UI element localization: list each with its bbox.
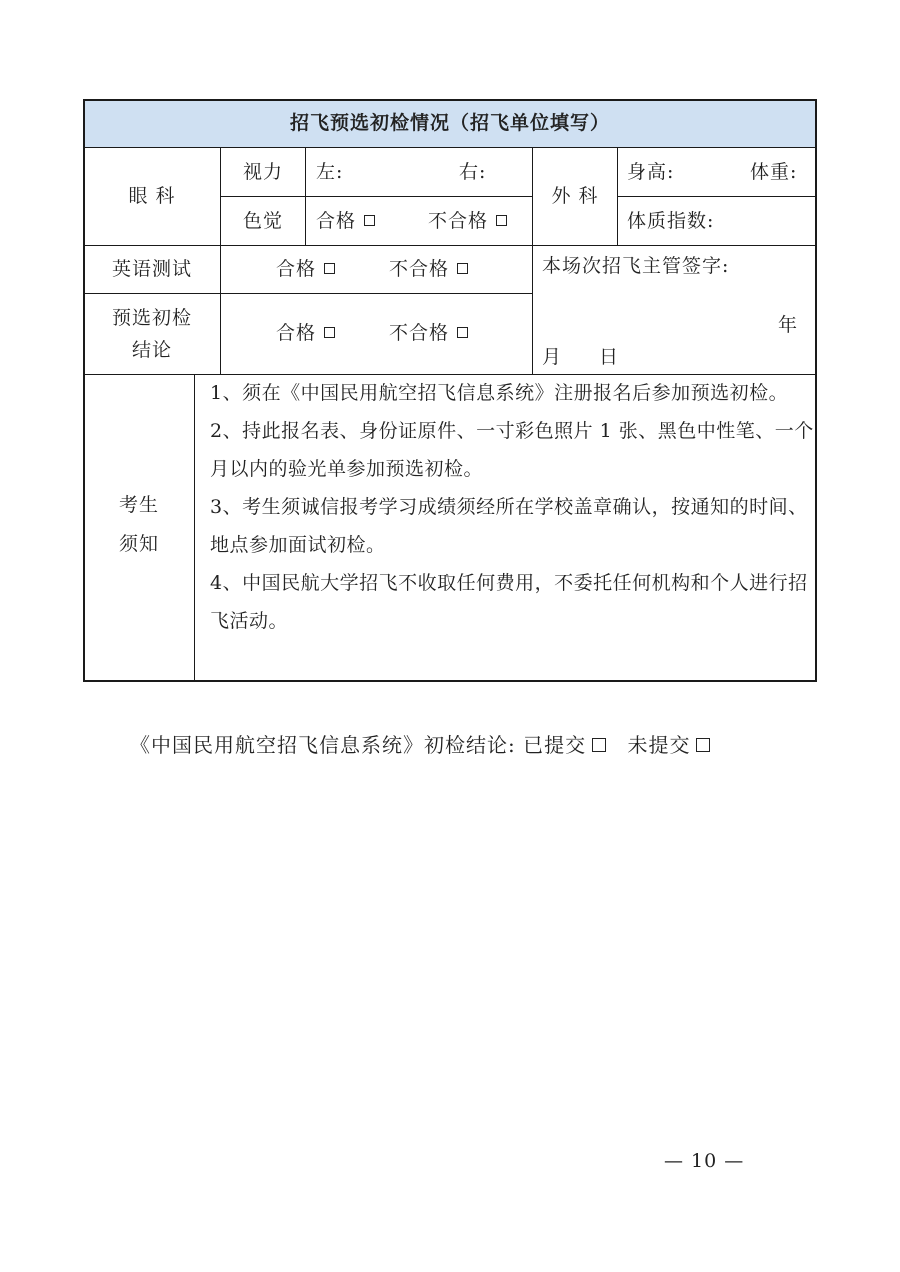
english-fail — [389, 257, 468, 281]
english-pass-checkbox[interactable] — [324, 263, 335, 274]
color-vision-pass — [316, 209, 375, 233]
submitted-checkbox[interactable] — [592, 738, 606, 752]
color-vision-pass-checkbox[interactable] — [364, 215, 375, 226]
submitted-label: 已提交 — [523, 733, 587, 757]
notice-item-3: 3、考生须诚信报考学习成绩须经所在学校盖章确认，按通知的时间、地点参加面试初检。 — [210, 496, 808, 556]
english-fail-label: 不合格 — [389, 258, 450, 280]
eye-exam-label: 眼 科 — [128, 185, 176, 207]
notice-item-1: 1、须在《中国民用航空招飞信息系统》注册报名后参加预选初检。 — [210, 382, 789, 404]
vision-left-label: 左: — [316, 161, 344, 183]
system-conclusion-line — [130, 733, 710, 757]
color-vision-fail-label: 不合格 — [428, 210, 489, 232]
notice-item-2: 2、持此报名表、身份证原件、一寸彩色照片 1 张、黑色中性笔、一个月以内的验光单参加预选初检。 — [210, 420, 814, 480]
signature-year-label: 年 — [778, 314, 799, 336]
bmi-label: 体质指数: — [627, 210, 715, 232]
page-number: — 10 — — [664, 1150, 745, 1172]
weight-label: 体重: — [750, 161, 798, 183]
vision-label: 视力 — [242, 161, 283, 183]
english-pass — [276, 257, 335, 281]
supervisor-signature-label: 本场次招飞主管签字: — [542, 255, 730, 277]
signature-month-label: 月 — [542, 346, 563, 368]
notice-list — [210, 374, 816, 640]
not-submitted-label: 未提交 — [627, 733, 691, 757]
surgery-label: 外 科 — [551, 185, 599, 207]
color-vision-label: 色觉 — [242, 210, 283, 232]
table-title: 招飞预选初检情况（招飞单位填写） — [289, 112, 610, 134]
system-conclusion-label: 《中国民用航空招飞信息系统》初检结论: — [130, 733, 516, 757]
color-vision-pass-label: 合格 — [316, 210, 357, 232]
conclusion-label-line2: 结论 — [131, 339, 172, 361]
english-test-label: 英语测试 — [111, 258, 192, 280]
conclusion-pass — [276, 321, 335, 345]
notice-label-line1: 考生 — [118, 494, 159, 516]
notice-item-4: 4、中国民航大学招飞不收取任何费用，不委托任何机构和个人进行招飞活动。 — [210, 572, 808, 632]
english-fail-checkbox[interactable] — [457, 263, 468, 274]
color-vision-fail — [428, 209, 507, 233]
signature-day-label: 日 — [599, 346, 620, 368]
vision-right-label: 右: — [459, 161, 487, 183]
conclusion-label-line1: 预选初检 — [111, 307, 192, 329]
conclusion-pass-checkbox[interactable] — [324, 327, 335, 338]
notice-label-line2: 须知 — [118, 533, 159, 555]
english-pass-label: 合格 — [276, 258, 317, 280]
not-submitted-checkbox[interactable] — [696, 738, 710, 752]
conclusion-fail — [389, 321, 468, 345]
color-vision-fail-checkbox[interactable] — [496, 215, 507, 226]
conclusion-fail-label: 不合格 — [389, 322, 450, 344]
conclusion-pass-label: 合格 — [276, 322, 317, 344]
conclusion-fail-checkbox[interactable] — [457, 327, 468, 338]
height-label: 身高: — [627, 161, 675, 183]
